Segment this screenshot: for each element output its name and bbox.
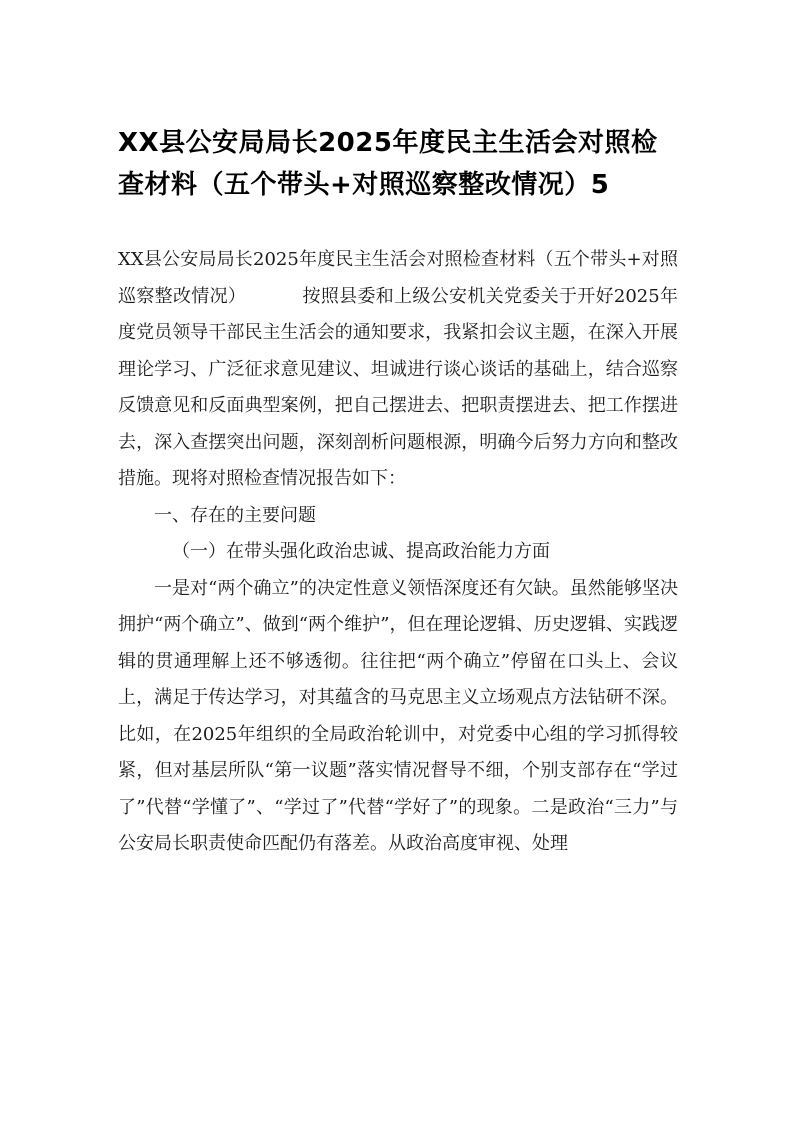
intro-body: 按照县委和上级公安机关党委关于开好2025年度党员领导干部民主生活会的通知要求，我紧扣会议主题，在深入开展理论学习、广泛征求意见建议、坦诚进行谈心谈话的基础上，结合巡察反馈意见和反面典型案例，把自己摆进去、把职责摆进去、把工作摆进去，深入查摆突出问题，深刻剖析问题根源，明确今后努力方向和整改措施。现将对照检查情况报告如下：: [118, 285, 679, 489]
section-heading: 一、存在的主要问题: [154, 504, 316, 526]
document-title: XX县公安局局长2025年度民主生活会对照检查材料（五个带头+对照巡察整改情况）5: [118, 128, 658, 200]
intro-paragraph: [118, 242, 678, 498]
body-paragraph: 一是对“两个确立”的决定性意义领悟深度还有欠缺。虽然能够坚决拥护“两个确立”、做到“两个维护”，但在理论逻辑、历史逻辑、实践逻辑的贯通理解上还不够透彻。往往把“两个确立”停留在口头上、会议上，满足于传达学习，对其蕴含的马克思主义立场观点方法钻研不深。比如，在2025年组织的全局政治轮训中，对党委中心组的学习抓得较紧，但对基层所队“第一议题”落实情况督导不细，个别支部存在“学过了”代替“学懂了”、“学过了”代替“学好了”的现象。二是政治“三力”与公安局长职责使命匹配仍有落差。从政治高度审视、处理: [118, 577, 678, 854]
intro-lead: XX县公安局局长2025年度民主生活会对照检查材料（五个带头+对照巡察整改情况）: [118, 249, 678, 307]
subsection-heading: （一）在带头强化政治忠诚、提高政治能力方面: [172, 541, 550, 562]
document-body: [118, 242, 678, 863]
